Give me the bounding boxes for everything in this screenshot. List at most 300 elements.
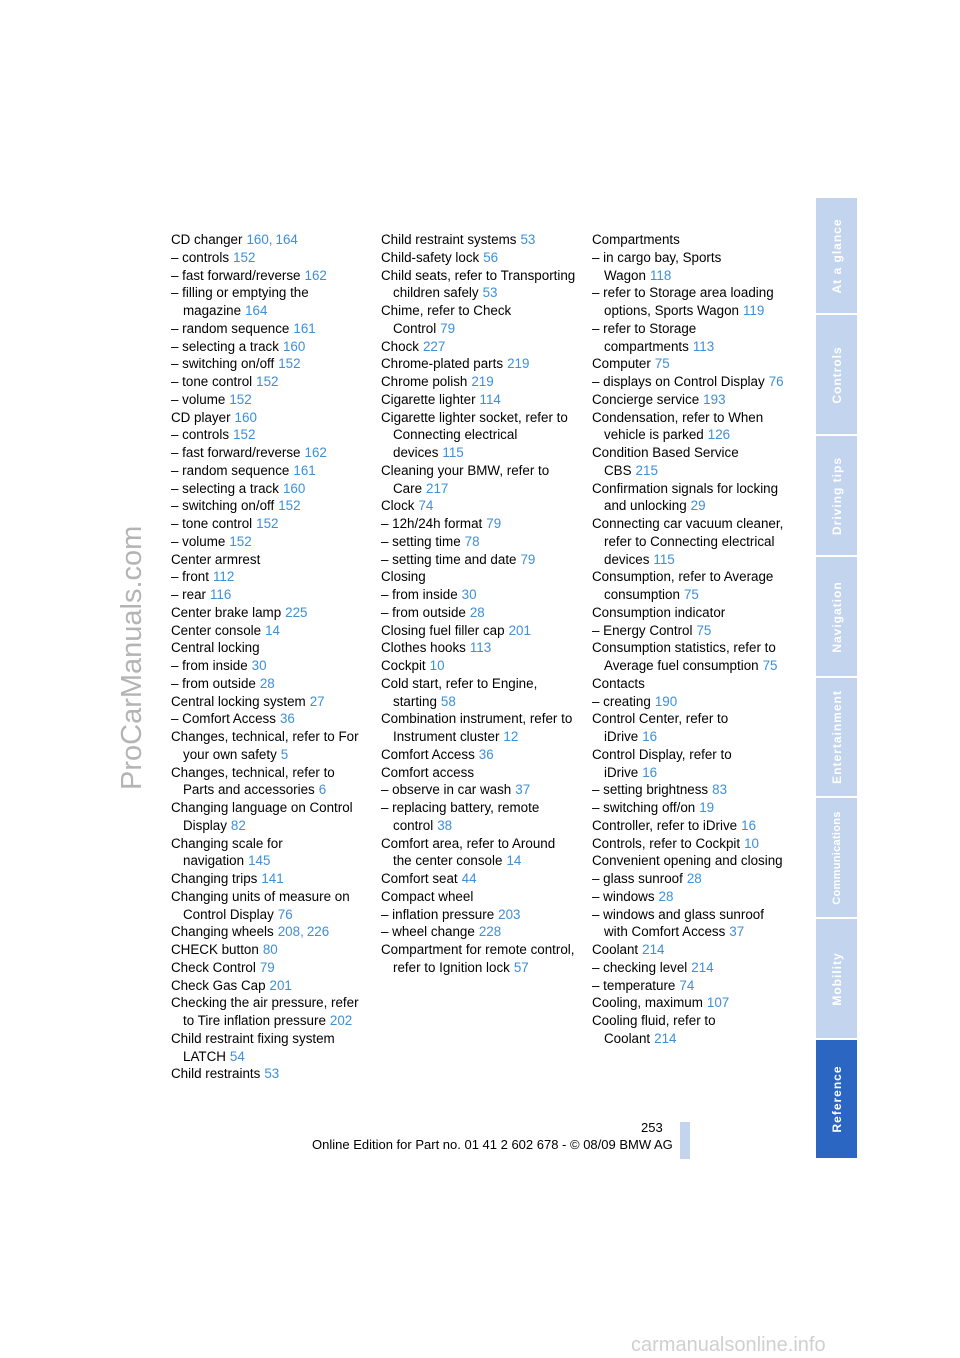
page-link[interactable]: 152 <box>229 391 252 407</box>
index-entry-text: Chrome-plated parts <box>381 356 504 372</box>
index-entry-text: Comfort seat <box>381 871 458 886</box>
index-entry-text: Clothes hooks <box>381 640 466 656</box>
index-entry <box>592 994 784 1012</box>
index-entry-text: Compartments <box>592 232 680 247</box>
page-link[interactable]: 115 <box>442 445 464 460</box>
page-link[interactable]: 19 <box>699 800 715 815</box>
index-entry-text: Cooling, maximum <box>592 995 703 1011</box>
index-entry-text: Child restraint fixing system LATCH <box>171 1030 335 1064</box>
page-link[interactable]: 74 <box>418 498 434 514</box>
index-entry <box>381 906 576 924</box>
index-entry-text: Cooling fluid, refer to Coolant <box>592 1013 716 1046</box>
page-link[interactable]: 160 <box>282 338 306 354</box>
index-column-3 <box>592 231 784 1048</box>
index-entry <box>592 710 784 746</box>
index-entry <box>171 622 366 640</box>
index-entry <box>592 888 784 906</box>
index-entry <box>171 941 366 959</box>
index-entry-text: Child restraints <box>171 1066 261 1082</box>
page-link[interactable]: 152 <box>256 374 279 389</box>
index-column-2 <box>381 231 576 977</box>
index-entry <box>381 338 576 356</box>
index-entry-text: Compartment for remote control, refer to Ignition lock <box>381 942 575 975</box>
page-link[interactable]: 214 <box>642 942 665 957</box>
index-entry <box>592 799 784 817</box>
index-entry-text: Changes, technical, refer to Parts and accessories <box>171 764 335 798</box>
page-link[interactable]: 75 <box>762 658 778 673</box>
page-link[interactable]: 28 <box>658 888 674 904</box>
index-entry <box>171 391 366 409</box>
page-link[interactable]: 227 <box>422 338 446 354</box>
page-link[interactable]: 160 <box>246 232 269 247</box>
page-link[interactable]: 76 <box>277 906 293 922</box>
index-entry <box>171 639 366 657</box>
index-entry-text: – selecting a track <box>171 480 279 496</box>
index-entry <box>171 338 366 356</box>
index-entry-text: Chrome polish <box>381 374 468 389</box>
index-entry <box>592 391 784 409</box>
index-entry-text: – from outside <box>381 604 466 620</box>
index-entry-text: CD changer <box>171 232 243 247</box>
page-link[interactable]: 16 <box>642 764 658 780</box>
index-entry-text: – volume <box>171 533 226 549</box>
index-entry <box>592 675 784 693</box>
index-entry <box>171 710 366 728</box>
index-entry-text: – setting brightness <box>592 782 709 798</box>
index-entry-text: Closing fuel filler cap <box>381 622 505 638</box>
page-link[interactable]: 152 <box>233 249 256 265</box>
index-entry <box>171 728 366 764</box>
index-entry <box>592 480 784 516</box>
index-entry <box>171 959 366 977</box>
page-link[interactable]: 152 <box>278 356 301 372</box>
index-entry <box>381 622 576 640</box>
page-link[interactable]: 12 <box>503 729 519 744</box>
index-entry-text: Changing wheels <box>171 924 274 940</box>
index-entry <box>171 977 366 995</box>
page-link[interactable]: 38 <box>437 817 453 833</box>
page-link[interactable]: 152 <box>278 498 301 514</box>
page-link[interactable]: 217 <box>426 480 449 496</box>
page-link[interactable]: 6 <box>318 782 327 798</box>
page-link[interactable]: 201 <box>508 622 531 638</box>
page-link[interactable]: 82 <box>230 817 246 833</box>
page-link[interactable]: 37 <box>729 924 745 940</box>
index-entry-text: Changing scale for navigation <box>171 835 283 869</box>
index-entry <box>592 977 784 995</box>
page-link[interactable]: 160 <box>282 480 306 496</box>
index-entry-text: Central locking <box>171 640 260 656</box>
index-entry-text: Control Display, refer to iDrive <box>592 746 732 780</box>
index-entry-text: Closing <box>381 569 426 585</box>
index-entry-text: – random sequence <box>171 320 290 336</box>
index-entry-text: – checking level <box>592 959 688 975</box>
index-entry <box>171 994 366 1030</box>
index-entry <box>171 1065 366 1083</box>
page-link[interactable]: 79 <box>486 516 502 531</box>
index-entry <box>592 604 784 622</box>
index-entry-text: – observe in car wash <box>381 782 512 798</box>
page-link[interactable]: 160 <box>234 409 257 425</box>
index-entry-text: – temperature <box>592 977 676 993</box>
index-entry <box>381 657 576 675</box>
index-entry <box>381 675 576 711</box>
page-number: 253 <box>641 1120 663 1135</box>
page-link[interactable]: 162 <box>304 445 327 460</box>
index-entry-text: – refer to Storage area loading options, Sports Wagon <box>592 285 774 318</box>
page-link[interactable]: 164 <box>275 232 298 247</box>
index-entry-text: – setting time and date <box>381 551 517 567</box>
index-entry-text: Center brake lamp <box>171 604 282 620</box>
index-entry <box>592 284 784 320</box>
index-entry-text: – displays on Control Display <box>592 374 765 389</box>
index-entry <box>171 249 366 267</box>
index-entry <box>381 391 576 409</box>
page-link[interactable]: 126 <box>707 427 731 443</box>
index-entry <box>171 284 366 320</box>
index-entry <box>592 355 784 373</box>
index-entry-text: Cigarette lighter <box>381 391 476 407</box>
page-link[interactable]: 16 <box>642 729 658 744</box>
index-entry <box>592 693 784 711</box>
page-link[interactable]: 113 <box>692 338 715 354</box>
index-entry <box>381 941 576 977</box>
index-entry-text: – switching off/on <box>592 800 696 815</box>
index-entry-text: – from inside <box>171 658 248 673</box>
page-link[interactable]: 36 <box>279 711 295 727</box>
index-entry <box>171 551 366 569</box>
index-entry-text: – front <box>171 569 209 585</box>
index-entry <box>171 764 366 800</box>
site-watermark: carmanualsonline.info <box>631 1334 826 1356</box>
page-link[interactable]: 113 <box>469 640 492 656</box>
index-entry <box>171 462 366 480</box>
index-entry-text: Cleaning your BMW, refer to Care <box>381 462 550 496</box>
page-link[interactable]: 74 <box>679 977 695 993</box>
page-link[interactable]: 27 <box>309 693 325 709</box>
index-entry <box>592 941 784 959</box>
index-entry-text: Confirmation signals for locking and unlocking <box>592 480 779 514</box>
page-link[interactable]: 214 <box>654 1030 677 1046</box>
page-link[interactable]: 44 <box>461 871 477 886</box>
page-link[interactable]: 119 <box>742 303 765 318</box>
page-link[interactable]: 190 <box>654 693 678 709</box>
index-entry-text: Changing trips <box>171 871 258 886</box>
page-link[interactable]: 30 <box>251 658 267 673</box>
index-entry <box>171 426 366 444</box>
index-entry <box>592 781 784 799</box>
index-entry-text: Condition Based Service CBS <box>592 445 739 478</box>
tab-reference[interactable]: Reference <box>816 1040 857 1160</box>
page-link[interactable]: 115 <box>653 551 675 567</box>
page-link[interactable]: 10 <box>744 835 760 851</box>
index-entry-text: Comfort Access <box>381 746 475 762</box>
index-entry-text: – 12h/24h format <box>381 516 483 531</box>
index-entry-text: Cockpit <box>381 658 426 673</box>
index-entry <box>171 888 366 924</box>
page-link[interactable]: 145 <box>248 853 271 869</box>
index-entry <box>381 497 576 515</box>
index-entry <box>592 320 784 356</box>
footer-text: Online Edition for Part no. 01 41 2 602 678 - © 08/09 BMW AG <box>312 1137 673 1152</box>
index-entry <box>171 604 366 622</box>
page-link[interactable]: 76 <box>768 374 784 389</box>
index-entry <box>381 799 576 835</box>
index-entry <box>592 906 784 942</box>
index-entry-text: – filling or emptying the magazine <box>171 285 309 318</box>
index-entry-text: – wheel change <box>381 924 475 940</box>
page-link[interactable]: 215 <box>635 462 658 478</box>
index-entry-text: – refer to Storage compartments <box>592 320 697 354</box>
index-entry-text: Compact wheel <box>381 888 474 904</box>
index-entry-text: Consumption indicator <box>592 604 726 620</box>
index-entry <box>171 444 366 462</box>
index-entry-text: – from inside <box>381 587 458 602</box>
index-entry <box>381 231 576 249</box>
page-link[interactable]: 30 <box>461 587 477 602</box>
page-link[interactable]: 56 <box>483 249 499 265</box>
page-link[interactable]: 208 <box>277 924 301 940</box>
page-link[interactable]: 162 <box>304 267 327 283</box>
tab-at-a-glance[interactable]: At a glance <box>816 198 857 315</box>
index-entry-text: – setting time <box>381 533 461 549</box>
page-link[interactable]: 10 <box>429 658 445 673</box>
page-link[interactable]: 164 <box>245 303 268 318</box>
page-link[interactable]: 57 <box>513 959 529 975</box>
page-link[interactable]: 16 <box>741 817 757 833</box>
index-entry-text: Clock <box>381 498 415 514</box>
page-separator: , <box>268 232 273 247</box>
index-entry-text: – switching on/off <box>171 356 275 372</box>
index-entry <box>381 764 576 782</box>
index-entry <box>381 870 576 888</box>
index-column-1 <box>171 231 366 1083</box>
index-entry-text: Check Gas Cap <box>171 977 266 993</box>
index-entry <box>171 231 366 249</box>
index-entry-text: Consumption statistics, refer to Average fuel consumption <box>592 640 776 673</box>
tab-communications[interactable]: Communications <box>816 798 857 919</box>
index-entry <box>381 302 576 338</box>
page-link[interactable]: 228 <box>478 924 502 940</box>
page-link[interactable]: 79 <box>520 551 536 567</box>
page-link[interactable]: 203 <box>498 906 521 922</box>
index-entry <box>592 231 784 249</box>
page-link[interactable]: 201 <box>269 977 292 993</box>
page-link[interactable]: 53 <box>264 1066 280 1082</box>
page-link[interactable]: 152 <box>233 427 256 443</box>
index-entry-text: – Comfort Access <box>171 711 276 727</box>
index-entry <box>592 373 784 391</box>
index-entry <box>171 480 366 498</box>
index-entry-text: – tone control <box>171 374 253 389</box>
page-link[interactable]: 152 <box>256 516 279 531</box>
index-entry-text: – controls <box>171 427 230 443</box>
index-entry <box>381 409 576 462</box>
index-entry-text: – rear <box>171 587 206 602</box>
page-link[interactable]: 14 <box>506 853 522 869</box>
page-link[interactable]: 226 <box>306 924 330 940</box>
page-link[interactable]: 28 <box>469 604 485 620</box>
index-entry <box>381 888 576 906</box>
index-entry-text: Child restraint systems <box>381 232 517 247</box>
page-link[interactable]: 152 <box>229 533 252 549</box>
index-entry <box>381 462 576 498</box>
index-entry-text: Control Center, refer to iDrive <box>592 711 729 744</box>
index-entry <box>171 675 366 693</box>
index-entry <box>171 320 366 338</box>
index-entry-text: Coolant <box>592 942 639 957</box>
index-entry-text: – random sequence <box>171 462 290 478</box>
index-entry <box>592 817 784 835</box>
index-entry <box>381 835 576 871</box>
page-link[interactable]: 75 <box>654 356 670 372</box>
page-link[interactable]: 79 <box>440 320 456 336</box>
index-entry <box>381 746 576 764</box>
index-entry <box>381 639 576 657</box>
page-link[interactable]: 75 <box>683 587 699 602</box>
page-link[interactable]: 37 <box>515 782 531 798</box>
index-entry-text: – tone control <box>171 516 253 531</box>
index-entry <box>171 568 366 586</box>
index-entry-text: – inflation pressure <box>381 906 495 922</box>
watermark-text: ProCarManuals.com <box>116 525 148 790</box>
index-entry <box>381 533 576 551</box>
index-entry <box>592 249 784 285</box>
page-link[interactable]: 28 <box>686 871 702 886</box>
page-link[interactable]: 79 <box>259 959 275 975</box>
page-link[interactable]: 36 <box>478 746 494 762</box>
index-entry-text: Connecting car vacuum cleaner, refer to Connecting electrical devices <box>592 516 784 567</box>
page-link[interactable]: 83 <box>712 782 728 798</box>
index-entry-text: Convenient opening and closing <box>592 853 783 869</box>
index-entry-text: Controller, refer to iDrive <box>592 817 738 833</box>
index-entry-text: Contacts <box>592 675 645 691</box>
index-entry <box>381 568 576 586</box>
index-entry <box>171 533 366 551</box>
page-link[interactable]: 54 <box>229 1048 245 1064</box>
page-link[interactable]: 202 <box>329 1013 353 1028</box>
index-entry-text: Consumption, refer to Average consumption <box>592 569 774 602</box>
page-link[interactable]: 28 <box>259 675 275 691</box>
index-entry <box>381 249 576 267</box>
index-entry-text: – selecting a track <box>171 338 279 354</box>
index-entry-text: – controls <box>171 249 230 265</box>
index-entry-text: Child-safety lock <box>381 249 480 265</box>
index-entry <box>171 497 366 515</box>
page-link[interactable]: 161 <box>293 462 316 478</box>
page-link[interactable]: 219 <box>471 374 494 389</box>
index-entry <box>592 568 784 604</box>
index-entry-text: Comfort access <box>381 764 475 780</box>
page-link[interactable]: 53 <box>520 232 536 247</box>
index-entry <box>171 409 366 427</box>
index-entry-text: – windows <box>592 888 655 904</box>
tab-driving-tips[interactable]: Driving tips <box>816 436 857 557</box>
page-link[interactable]: 107 <box>706 995 730 1011</box>
index-entry-text: Controls, refer to Cockpit <box>592 835 741 851</box>
index-entry-text: Chime, refer to Check Control <box>381 303 512 336</box>
tab-mobility[interactable]: Mobility <box>816 919 857 1040</box>
index-entry <box>592 852 784 870</box>
page-link[interactable]: 58 <box>440 693 456 709</box>
index-entry-text: Child seats, refer to Transporting children safely <box>381 267 576 301</box>
index-entry-text: Condensation, refer to When vehicle is parked <box>592 409 764 443</box>
page-link[interactable]: 193 <box>703 391 726 407</box>
index-entry <box>381 781 576 799</box>
index-entry <box>171 1030 366 1066</box>
page-link[interactable]: 112 <box>212 569 235 585</box>
index-entry-text: Chock <box>381 338 419 354</box>
page-link[interactable]: 5 <box>280 746 289 762</box>
index-entry-text: – fast forward/reverse <box>171 267 301 283</box>
index-entry-text: Comfort area, refer to Around the center console <box>381 835 556 869</box>
index-entry-text: – from outside <box>171 675 256 691</box>
index-entry <box>171 799 366 835</box>
index-entry-text: Changing units of measure on Control Display <box>171 888 350 922</box>
index-entry <box>592 622 784 640</box>
index-entry-text: Combination instrument, refer to Instrument cluster <box>381 711 573 744</box>
index-entry <box>171 373 366 391</box>
index-entry <box>171 515 366 533</box>
page-link[interactable]: 118 <box>649 267 672 283</box>
page-link[interactable]: 214 <box>691 959 714 975</box>
index-entry <box>381 604 576 622</box>
index-entry <box>592 746 784 782</box>
page-link[interactable]: 161 <box>293 320 316 336</box>
page-link[interactable]: 114 <box>479 391 501 407</box>
index-entry-text: – volume <box>171 391 226 407</box>
index-entry-text: Check Control <box>171 959 256 975</box>
index-entry <box>381 373 576 391</box>
page-link[interactable]: 219 <box>507 356 530 372</box>
index-entry-text: – glass sunroof <box>592 871 683 886</box>
index-entry <box>592 409 784 445</box>
page-link[interactable]: 53 <box>482 285 498 301</box>
index-entry-text: Center console <box>171 622 262 638</box>
tab-entertainment[interactable]: Entertainment <box>816 678 857 798</box>
index-entry-text: Central locking system <box>171 693 306 709</box>
index-entry <box>592 835 784 853</box>
index-entry <box>171 835 366 871</box>
page-link[interactable]: 116 <box>209 587 232 602</box>
index-entry <box>592 959 784 977</box>
index-entry-text: – Energy Control <box>592 622 693 638</box>
index-entry <box>171 355 366 373</box>
page-link[interactable]: 75 <box>696 622 712 638</box>
page-link[interactable]: 141 <box>261 871 284 886</box>
index-entry-text: Checking the air pressure, refer to Tire inflation pressure <box>171 995 359 1028</box>
index-entry-text: Cold start, refer to Engine, starting <box>381 675 538 709</box>
index-entry-text: – windows and glass sunroof with Comfort Access <box>592 906 764 940</box>
page-link[interactable]: 80 <box>262 942 278 957</box>
index-entry <box>171 870 366 888</box>
index-entry <box>381 267 576 303</box>
index-entry <box>592 515 784 568</box>
index-entry <box>592 1012 784 1048</box>
index-entry-text: – switching on/off <box>171 498 275 514</box>
index-entry-text: – creating <box>592 693 651 709</box>
page-link[interactable]: 14 <box>265 622 280 638</box>
tab-navigation[interactable]: Navigation <box>816 557 857 678</box>
index-entry <box>592 870 784 888</box>
page-link[interactable]: 29 <box>690 498 706 514</box>
page-link[interactable]: 225 <box>285 604 308 620</box>
index-entry <box>381 551 576 569</box>
page-link[interactable]: 78 <box>464 533 480 549</box>
index-entry <box>171 923 366 941</box>
tab-controls[interactable]: Controls <box>816 315 857 436</box>
index-entry-text: – in cargo bay, Sports Wagon <box>592 249 722 283</box>
